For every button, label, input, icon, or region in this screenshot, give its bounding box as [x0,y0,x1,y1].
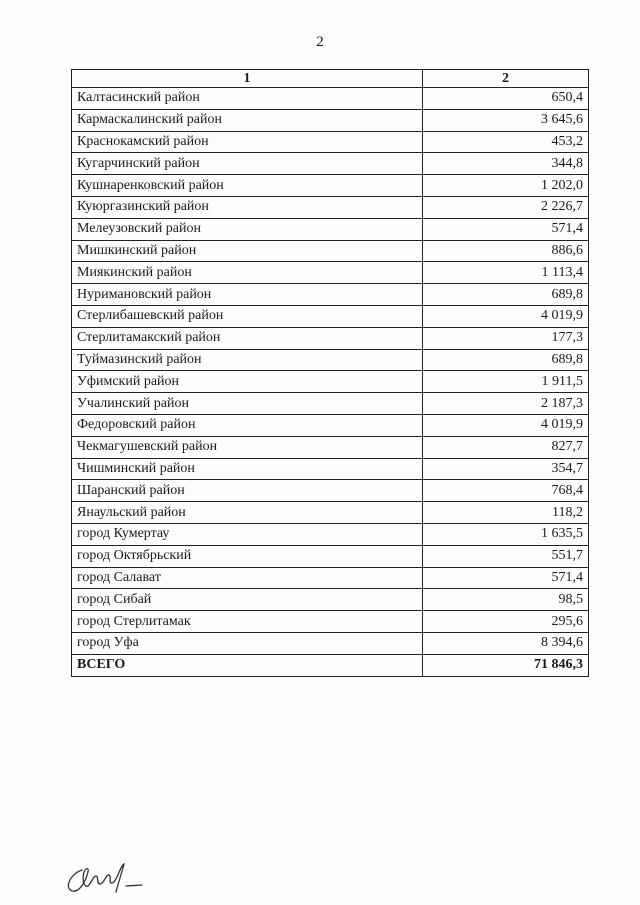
column-header-2: 2 [423,70,589,88]
row-value: 551,7 [423,545,589,567]
row-value: 827,7 [423,436,589,458]
row-name: Кугарчинский район [72,153,423,175]
table-row [72,262,589,284]
row-value: 4 019,9 [423,305,589,327]
row-name: Чекмагушевский район [72,436,423,458]
table-row [72,196,589,218]
row-name: Стерлитамакский район [72,327,423,349]
row-value: 1 911,5 [423,371,589,393]
table-row [72,131,589,153]
row-value: 650,4 [423,88,589,110]
table-row [72,589,589,611]
table-row [72,393,589,415]
row-name: город Сибай [72,589,423,611]
row-name: Мелеузовский район [72,218,423,240]
table-row [72,153,589,175]
total-label: ВСЕГО [72,654,423,676]
table-row [72,523,589,545]
row-name: Шаранский район [72,480,423,502]
row-value: 1 202,0 [423,175,589,197]
row-value: 98,5 [423,589,589,611]
table-row [72,567,589,589]
row-name: Учалинский район [72,393,423,415]
row-value: 354,7 [423,458,589,480]
row-value: 689,8 [423,284,589,306]
row-value: 3 645,6 [423,109,589,131]
row-value: 886,6 [423,240,589,262]
row-name: Федоровский район [72,414,423,436]
total-row [72,654,589,676]
table-row [72,284,589,306]
row-name: Калтасинский район [72,88,423,110]
row-name: Уфимский район [72,371,423,393]
column-header-1: 1 [72,70,423,88]
row-name: Краснокамский район [72,131,423,153]
row-value: 768,4 [423,480,589,502]
table-body [72,88,589,677]
row-name: Чишминский район [72,458,423,480]
row-name: Туймазинский район [72,349,423,371]
row-value: 295,6 [423,611,589,633]
table-row [72,88,589,110]
table-row [72,349,589,371]
row-name: Куюргазинский район [72,196,423,218]
data-table [71,69,589,677]
row-value: 118,2 [423,502,589,524]
row-name: Нуримановский район [72,284,423,306]
row-name: Кармаскалинский район [72,109,423,131]
table-header [72,70,589,88]
row-name: Мишкинский район [72,240,423,262]
table-row [72,632,589,654]
table-row [72,218,589,240]
table-row [72,175,589,197]
row-value: 8 394,6 [423,632,589,654]
row-value: 1 113,4 [423,262,589,284]
row-value: 571,4 [423,567,589,589]
row-value: 4 019,9 [423,414,589,436]
row-name: Миякинский район [72,262,423,284]
row-name: город Октябрьский [72,545,423,567]
row-value: 689,8 [423,349,589,371]
handwritten-signature-icon [62,858,152,898]
page-number: 2 [316,34,324,50]
row-value: 2 226,7 [423,196,589,218]
table-row [72,545,589,567]
table-row [72,327,589,349]
row-value: 571,4 [423,218,589,240]
table-row [72,371,589,393]
row-name: город Стерлитамак [72,611,423,633]
row-value: 344,8 [423,153,589,175]
row-value: 2 187,3 [423,393,589,415]
header-row [72,70,589,88]
table-row [72,436,589,458]
table-row [72,240,589,262]
table-row [72,502,589,524]
table-row [72,458,589,480]
table-row [72,109,589,131]
table-row [72,414,589,436]
row-value: 1 635,5 [423,523,589,545]
row-name: Янаульский район [72,502,423,524]
row-value: 177,3 [423,327,589,349]
row-name: Стерлибашевский район [72,305,423,327]
row-name: город Салават [72,567,423,589]
total-value: 71 846,3 [423,654,589,676]
table-row [72,480,589,502]
table-row [72,305,589,327]
row-name: город Кумертау [72,523,423,545]
row-name: город Уфа [72,632,423,654]
row-value: 453,2 [423,131,589,153]
table-row [72,611,589,633]
row-name: Кушнаренковский район [72,175,423,197]
